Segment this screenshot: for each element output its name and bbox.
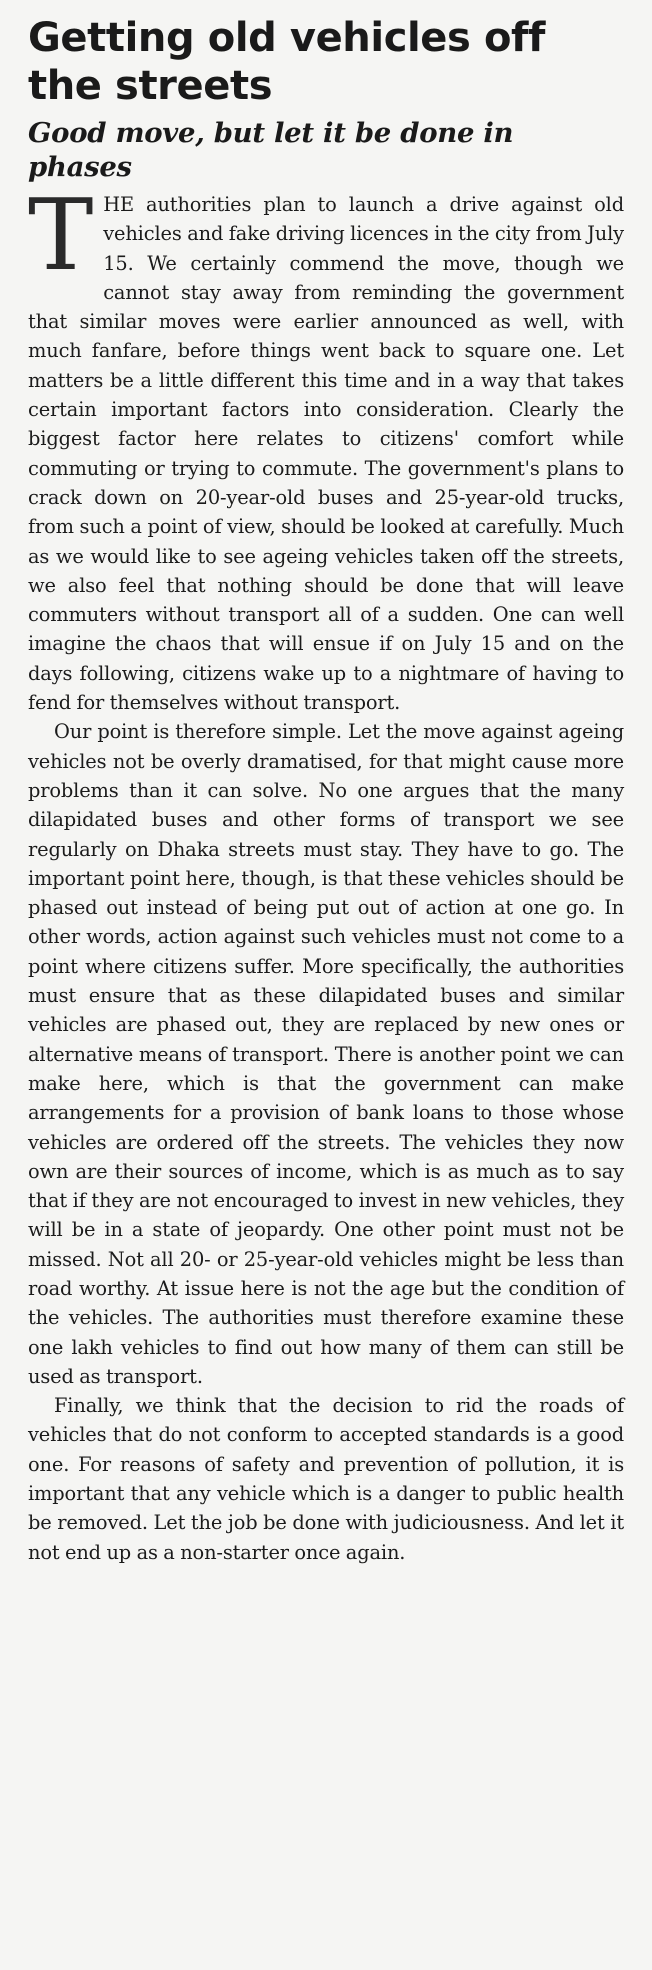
paragraph-1 — [28, 179, 624, 717]
drop-cap: T — [28, 179, 94, 293]
paragraph-1-text: HE authorities plan to launch a drive against old vehicles and fake driving licences in the city from July 15. We certainly commend the move, though we cannot stay away from reminding the government that similar moves were earlier announced as well, with much fanfare, before things went back to square one. Let matters be a little different this time and in a way that takes certain important factors into consideration. Clearly the biggest factor here relates to citizens' comfort while commuting or trying to commute. The government's plans to crack down on 20-year-old buses and 25-year-old trucks, from such a point of view, should be looked at carefully. Much as we would like to see ageing vehicles taken off the streets, we also feel that nothing should be done that will leave commuters without transport all of a sudden. One can well imagine the chaos that will ensue if on July 15 and on the days following, citizens wake up to a nightmare of having to fend for themselves without transport. — [28, 193, 624, 715]
article-body — [28, 179, 624, 1567]
headline: Getting old vehicles off the streets — [28, 15, 546, 109]
paragraph-2: Our point is therefore simple. Let the move against ageing vehicles not be overly dramatised, for that might cause more problems than it can solve. No one argues that the many dilapidated buses and other forms of transport we see regularly on Dhaka streets must stay. They have to go. The important point here, though, is that these vehicles should be phased out instead of being put out of action at one go. In other words, action against such vehicles must not come to a point where citizens suffer. More specifically, the authorities must ensure that as these dilapidated buses and similar vehicles are phased out, they are replaced by new ones or alternative means of transport. There is another point we can make here, which is that the government can make arrangements for a provision of bank loans to those whose vehicles are ordered off the streets. The vehicles they now own are their sources of income, which is as much as to say that if they are not encouraged to invest in new vehicles, they will be in a state of jeopardy. One other point must not be missed. Not all 20- or 25-year-old vehicles might be less than road worthy. At issue here is not the age but the condition of the vehicles. The authorities must therefore examine these one lakh vehicles to find out how many of them can still be used as transport. — [28, 720, 624, 1388]
paragraph-3: Finally, we think that the decision to rid the roads of vehicles that do not conform to accepted standards is a good one. For reasons of safety and prevention of pollution, it is important that any vehicle which is a danger to public health be removed. Let the job be done with judiciousness. And let it not end up as a non-starter once again. — [28, 1394, 624, 1564]
subheadline: Good move, but let it be done in phases — [28, 117, 514, 183]
